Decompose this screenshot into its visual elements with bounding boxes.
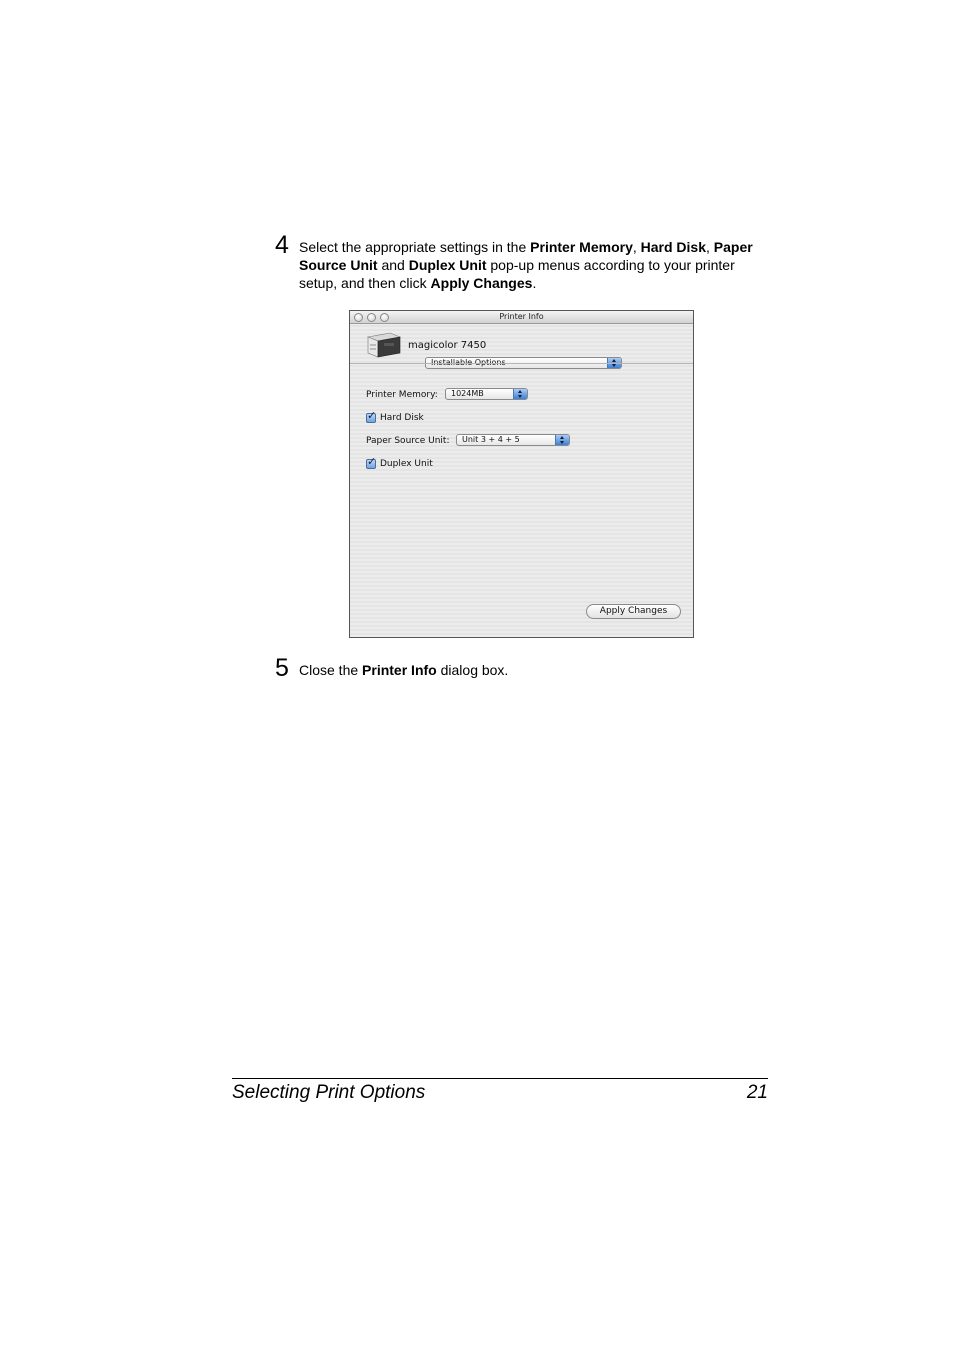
printer-model-name: magicolor 7450	[408, 340, 487, 351]
step-number-4: 4	[275, 231, 289, 259]
window-title: Printer Info	[499, 312, 544, 321]
apply-changes-button[interactable]: Apply Changes	[586, 604, 681, 619]
hard-disk-checkbox[interactable]	[366, 409, 377, 423]
step-4-instructions: Select the appropriate settings in the Printer Memory, Hard Disk, Paper Source Unit and Duplex Unit pop-up menus according to your printer setup, and then click Apply Changes.	[299, 239, 753, 291]
duplex-unit-checkbox[interactable]	[366, 455, 377, 469]
hard-disk-label: Hard Disk	[380, 413, 424, 423]
duplex-unit-label: Duplex Unit	[380, 459, 433, 469]
checkmark-icon: ✓	[367, 409, 377, 422]
paper-source-unit-popup[interactable]	[456, 434, 570, 446]
printer-info-window	[349, 310, 694, 638]
printer-memory-value: 1024MB	[451, 389, 484, 398]
paper-source-unit-label: Paper Source Unit:	[366, 436, 450, 446]
window-titlebar	[350, 311, 693, 324]
checkmark-icon: ✓	[367, 455, 377, 468]
popup-arrows-icon	[555, 435, 569, 445]
page-number: 21	[746, 1082, 768, 1103]
header-separator	[350, 363, 693, 364]
step-number-5: 5	[275, 654, 289, 682]
printer-memory-popup[interactable]	[445, 388, 528, 400]
paper-source-unit-value: Unit 3 + 4 + 5	[462, 435, 520, 444]
footer-section-title: Selecting Print Options	[232, 1082, 426, 1103]
footer-rule	[232, 1078, 768, 1079]
printer-memory-label: Printer Memory:	[366, 390, 438, 400]
printer-icon	[366, 329, 402, 359]
popup-arrows-icon	[513, 389, 527, 399]
step-5-instructions: Close the Printer Info dialog box.	[299, 662, 509, 678]
